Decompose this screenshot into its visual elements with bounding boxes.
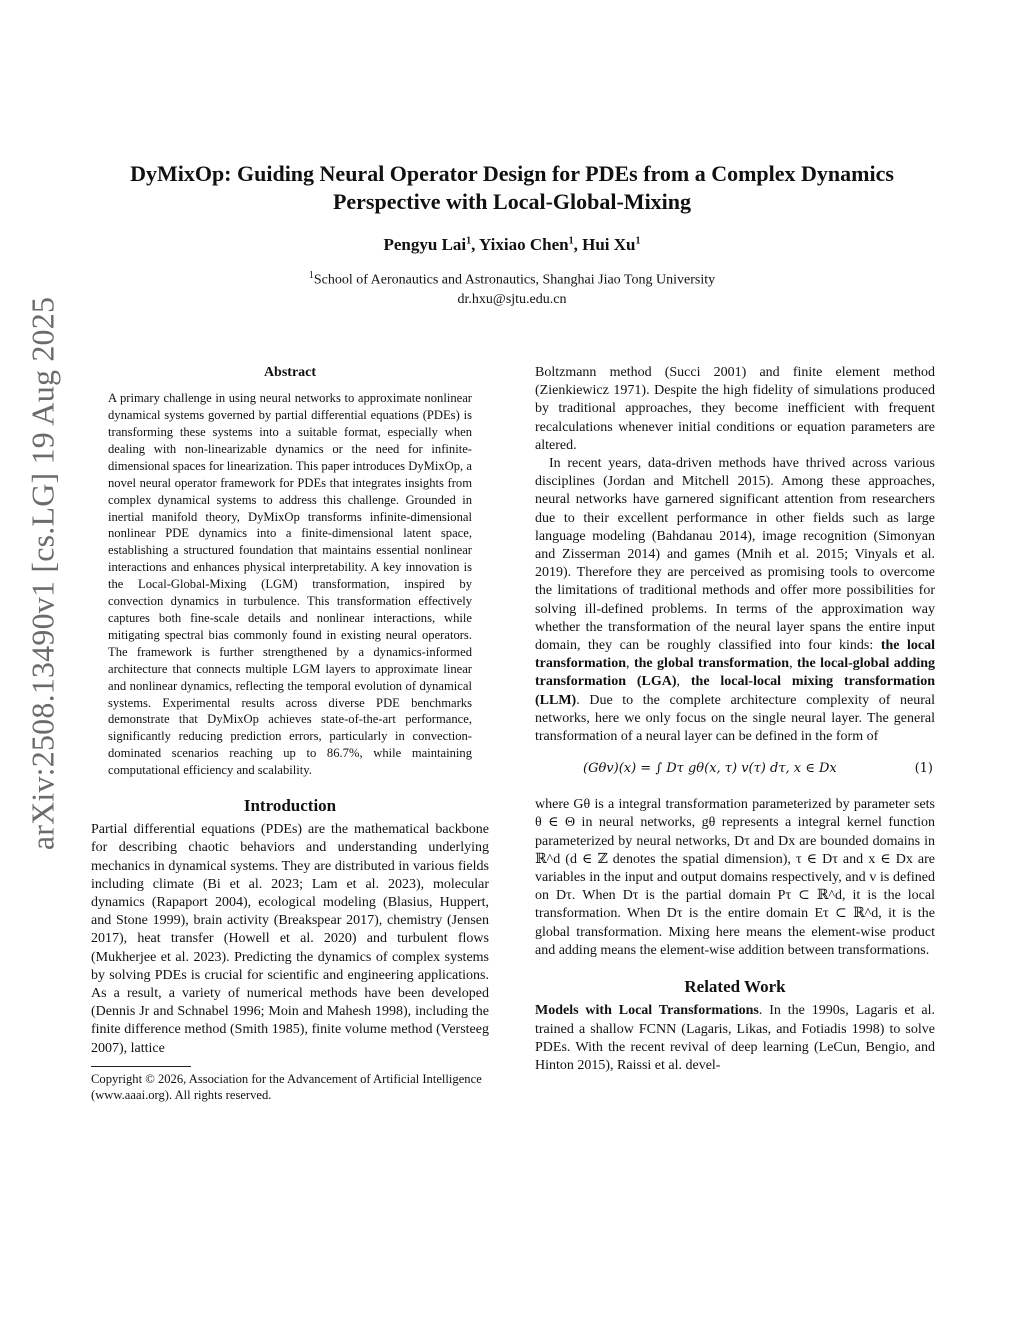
term-lga: the local-global adding transformation (LGA) <box>535 656 936 690</box>
author-list: Pengyu Lai$^1$, Yixiao Chen$^1$, Hui Xu$^1$ <box>383 235 641 254</box>
related-work-lead: Models with Local Transformations <box>535 1003 759 1019</box>
author-name: Pengyu Lai <box>383 235 467 254</box>
affiliation <box>60 266 964 309</box>
author-affil-mark: 1 <box>635 235 641 247</box>
copyright-footnote: Copyright © 2026, Association for the Advancement of Artificial Intelligence (www.aaai.org). All rights reserved. <box>91 1071 482 1103</box>
intro-paragraph-1: Partial differential equations (PDEs) are the mathematical backbone for describing chaotic behaviors and understanding underlying mechanics in dynamical systems. They are distributed in various fields including climate (Bi et al. 2023; Lam et al. 2023), molecular dynamics (Rapaport 2004), ecological modeling (Blasius, Huppert, and Stone 1999), brain activity (Breakspear 2017), chemistry (Jensen 2017), heat transfer (Howell et al. 2020) and turbulent flows (Mukherjee et al. 2023). Predicting the dynamics of complex systems by solving PDEs is crucial for scientific and engineering applications. As a result, a variety of numerical methods have been developed (Dennis Jr and Schnabel 1996; Moin and Mahesh 1998), including the finite difference method (Smith 1985), finite volume method (Versteeg 2007), lattice <box>91 822 489 1056</box>
paper-title <box>60 160 964 216</box>
equation-1 <box>535 752 935 792</box>
author-affil-mark: 1 <box>568 235 574 247</box>
abstract-heading: Abstract <box>263 365 317 380</box>
abstract-text: A primary challenge in using neural networks to approximate nonlinear dynamical systems governed by partial differential equations (PDEs) is transforming these systems into a suitable format, especially when dealing with non-linearizable dynamics or the need for infinite-dimensional spaces for linearization. This paper introduces DyMixOp, a novel neural operator framework for PDEs that integrates insights from complex dynamical systems to address this challenge. Grounded in inertial manifold theory, DyMixOp transforms infinite-dimensional nonlinear PDE dynamics into a finite-dimensional latent space, establishing a structured foundation that maintains essential nonlinear interactions and enhances physical interpretability. A key innovation is the Local-Global-Mixing (LGM) transformation, inspired by convection dynamics in turbulence. This transformation effectively captures both fine-scale details and nonlinear interactions, while mitigating spectral bias commonly found in existing neural operators. The framework is further strengthened by a dynamics-informed architecture that connects multiple LGM layers to approximate linear and nonlinear dynamics, reflecting the temporal evolution of dynamical systems. Experimental results across diverse PDE benchmarks demonstrate that DyMixOp achieves state-of-the-art performance, significantly reducing prediction errors, particularly in convection-dominated scenarios reaching up to 86.7%, while maintaining computational efficiency and scalability. <box>108 391 472 778</box>
right-column <box>535 364 935 1075</box>
term-llm: the local-local mixing transformation (LLM) <box>535 674 936 708</box>
author-email: dr.hxu@sjtu.edu.cn <box>457 291 567 307</box>
arxiv-identifier: arXiv:2508.13490v1 [cs.LG] 19 Aug 2025 <box>24 296 61 851</box>
author-name: Hui Xu <box>582 235 636 254</box>
left-column <box>91 364 489 1104</box>
equation-number: (1) <box>914 761 933 777</box>
affil-mark: 1 <box>308 270 314 281</box>
affiliation-text: School of Aeronautics and Astronautics, Shanghai Jiao Tong University <box>313 272 716 288</box>
intro-paragraph-1-continued: Boltzmann method (Succi 2001) and finite element method (Zienkiewicz 1971). Despite the high fidelity of simulations produced by traditional approaches, they become inefficient with frequent recalculations whenever initial conditions or equation parameters are altered. <box>535 365 935 453</box>
equation-body: (Gθv)(x) = ∫ Dτ gθ(x, τ) v(τ) dτ, x ∈ Dx <box>583 761 837 777</box>
related-work-heading: Related Work <box>684 977 786 997</box>
related-work-paragraph <box>535 1002 935 1075</box>
term-global: the global transformation <box>633 656 790 672</box>
title-line-1: DyMixOp: Guiding Neural Operator Design for PDEs from a Complex Dynamics <box>130 161 894 186</box>
term-local: the local transformation <box>535 638 936 672</box>
intro-paragraph-3: where Gθ is a integral transformation parameterized by parameter sets θ ∈ Θ in neural networks, gθ represents a integral kernel function parameterized by neural networks, Dτ and Dx are bounded domains in ℝ^d (d ∈ ℤ denotes the spatial dimension), τ ∈ Dτ and x ∈ Dx are variables in the input and output domains respectively, and v is defined on Dτ. When Dτ is the partial domain Pτ ⊂ ℝ^d, it is the local transformation. When Dτ is the entire domain Eτ ⊂ ℝ^d, it is the global transformation. Mixing here means the element-wise product and adding means the element-wise addition between transformations. <box>535 797 936 958</box>
related-work-text: . In the 1990s, Lagaris et al. trained a shallow FCNN (Lagaris, Likas, and Fotiadis 1998) to solve PDEs. With the recent revival of deep learning (LeCun, Bengio, and Hinton 2015), Raissi et al. devel- <box>535 1003 935 1073</box>
author-name: Yixiao Chen <box>479 235 569 254</box>
title-line-2: Perspective with Local-Global-Mixing <box>332 189 692 214</box>
introduction-heading: Introduction <box>243 796 337 816</box>
intro-p2-text: In recent years, data-driven methods have thrived across various disciplines (Jordan and Mitchell 2015). Among these approaches, neural networks have garnered significant attention from researchers due to their excellent performance in other fields such as large language modeling (Bahdanau 2014), image recognition (Simonyan and Zisserman 2014) and games (Mnih et al. 2015; Vinyals et al. 2019). Therefore they are perceived as promising tools to overcome the limitations of traditional methods and offer more possibilities for solving ill-defined problems. In terms of the approximation way whether the transformation of the neural layer spans the entire input domain, they can be roughly classified into four kinds: <box>535 456 935 654</box>
intro-paragraph-2: In recent years, data-driven methods have thrived across various disciplines (Jordan and Mitchell 2015). Among these approaches, neural networks have garnered significant attention from researchers due to their excellent performance in other fields such as large language modeling (Bahdanau 2014), image recognition (Simonyan and Zisserman 2014) and games (Mnih et al. 2015; Vinyals et al. 2019). Therefore they are perceived as promising tools to overcome the limitations of traditional methods and offer more possibilities for solving ill-defined problems. In terms of the approximation way whether the transformation of the neural layer spans the entire input domain, they can be roughly classified into four kinds: the local transformation, the global transformation, the local-global adding transformation (LGA), the local-local mixing transformation (LLM). Due to the complete architecture complexity of neural networks, here we only focus on the single neural layer. The general transformation of a neural layer can be defined in the form of <box>535 456 936 745</box>
intro-p2-end: . Due to the complete architecture complexity of neural networks, here we only focus on the single neural layer. The general transformation of a neural layer can be defined in the form of <box>535 692 935 745</box>
author-affil-mark: 1 <box>466 235 472 247</box>
footnote-divider <box>91 1066 191 1067</box>
